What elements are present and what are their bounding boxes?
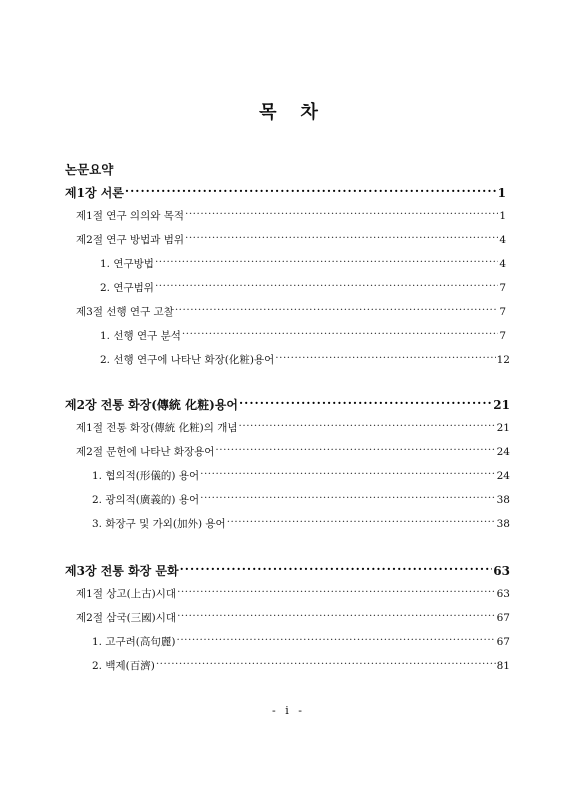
toc-item-row — [92, 492, 510, 508]
toc-entry-page-number: 81 — [496, 660, 510, 672]
toc-entry-label: 제1장 서론 — [65, 186, 124, 200]
toc-entry-label: 제1절 연구 의의와 목적 — [76, 210, 184, 222]
toc-dot-leader — [176, 635, 495, 646]
page-number-footer: - i - — [272, 704, 305, 717]
toc-dot-leader — [125, 185, 497, 197]
title-char-1: 목 — [259, 102, 277, 123]
toc-entry-label: 2. 백제(百濟) — [92, 660, 155, 672]
toc-chapter-row — [65, 184, 506, 200]
toc-entry-label: 2. 연구범위 — [100, 282, 154, 294]
toc-item-row — [92, 634, 510, 650]
toc-dot-leader — [155, 281, 498, 292]
toc-entry-page-number: 67 — [496, 612, 510, 624]
toc-entry-page-number: 21 — [493, 398, 510, 412]
toc-dot-leader — [239, 397, 492, 409]
toc-dot-leader — [200, 469, 496, 480]
toc-item-row — [100, 256, 506, 272]
toc-entry-label: 1. 선행 연구 분석 — [100, 330, 181, 342]
toc-item-row — [92, 468, 510, 484]
toc-dot-leader — [200, 493, 496, 504]
toc-item-row — [100, 280, 506, 296]
toc-dot-leader — [177, 587, 496, 598]
toc-entry-label: 3. 화장구 및 가외(加外) 용어 — [92, 518, 226, 530]
toc-section-row — [76, 304, 506, 320]
toc-entry-label: 제1절 전통 화장(傳統 化粧)의 개념 — [76, 422, 238, 434]
toc-summary-heading: 논문요약 — [65, 162, 114, 177]
toc-section-row — [76, 232, 506, 248]
toc-section-row — [76, 420, 510, 436]
toc-entry-label: 1. 협의적(形儀的) 용어 — [92, 470, 200, 482]
toc-dot-leader — [227, 517, 496, 528]
toc-dot-leader — [239, 421, 496, 432]
toc-entry-page-number: 12 — [496, 354, 510, 366]
title-char-2: 차 — [300, 102, 318, 123]
toc-entry-page-number: 67 — [496, 636, 510, 648]
toc-entry-label: 제1절 상고(上古)시대 — [76, 588, 177, 600]
toc-dot-leader — [275, 353, 495, 364]
toc-dot-leader — [185, 209, 498, 220]
toc-section-row — [76, 208, 506, 224]
toc-entry-page-number: 24 — [496, 446, 510, 458]
toc-entry-label: 1. 고구려(高句麗) — [92, 636, 176, 648]
toc-dot-leader — [175, 305, 498, 316]
toc-chapter-row — [65, 562, 510, 578]
toc-dot-leader — [215, 445, 495, 456]
toc-entry-label: 제3절 선행 연구 고찰 — [76, 306, 174, 318]
toc-section-row — [76, 444, 510, 460]
toc-entry-label: 제2장 전통 화장(傳統 化粧)용어 — [65, 398, 238, 412]
toc-section-row — [76, 586, 510, 602]
toc-entry-page-number: 7 — [499, 306, 506, 318]
toc-dot-leader — [155, 257, 498, 268]
toc-entry-page-number: 21 — [496, 422, 510, 434]
toc-entry-page-number: 7 — [499, 330, 506, 342]
toc-entry-page-number: 1 — [499, 210, 506, 222]
toc-chapter-row — [65, 396, 510, 412]
toc-item-row — [92, 658, 510, 674]
toc-item-row — [92, 516, 510, 532]
toc-entry-label: 제2절 연구 방법과 범위 — [76, 234, 184, 246]
toc-entry-page-number: 63 — [496, 588, 510, 600]
toc-entry-label: 1. 연구방법 — [100, 258, 154, 270]
toc-dot-leader — [177, 611, 496, 622]
toc-entry-label: 2. 선행 연구에 나타난 화장(化粧)용어 — [100, 354, 275, 366]
toc-entry-label: 제2절 문헌에 나타난 화장용어 — [76, 446, 215, 458]
toc-entry-page-number: 63 — [493, 564, 510, 578]
toc-dot-leader — [182, 329, 498, 340]
toc-dot-leader — [156, 659, 496, 670]
toc-section-row — [76, 610, 510, 626]
toc-entry-label: 제3장 전통 화장 문화 — [65, 564, 179, 578]
toc-entry-page-number: 4 — [499, 234, 506, 246]
toc-entry-page-number: 38 — [496, 518, 510, 530]
toc-entry-page-number: 24 — [496, 470, 510, 482]
toc-item-row — [100, 328, 506, 344]
toc-entry-page-number: 1 — [497, 186, 506, 200]
toc-entry-page-number: 4 — [499, 258, 506, 270]
toc-entry-page-number: 7 — [499, 282, 506, 294]
toc-entry-label: 2. 광의적(廣義的) 용어 — [92, 494, 200, 506]
toc-entry-label: 제2절 삼국(三國)시대 — [76, 612, 177, 624]
toc-dot-leader — [180, 563, 493, 575]
toc-dot-leader — [185, 233, 498, 244]
toc-item-row — [100, 352, 510, 368]
toc-entry-page-number: 38 — [496, 494, 510, 506]
